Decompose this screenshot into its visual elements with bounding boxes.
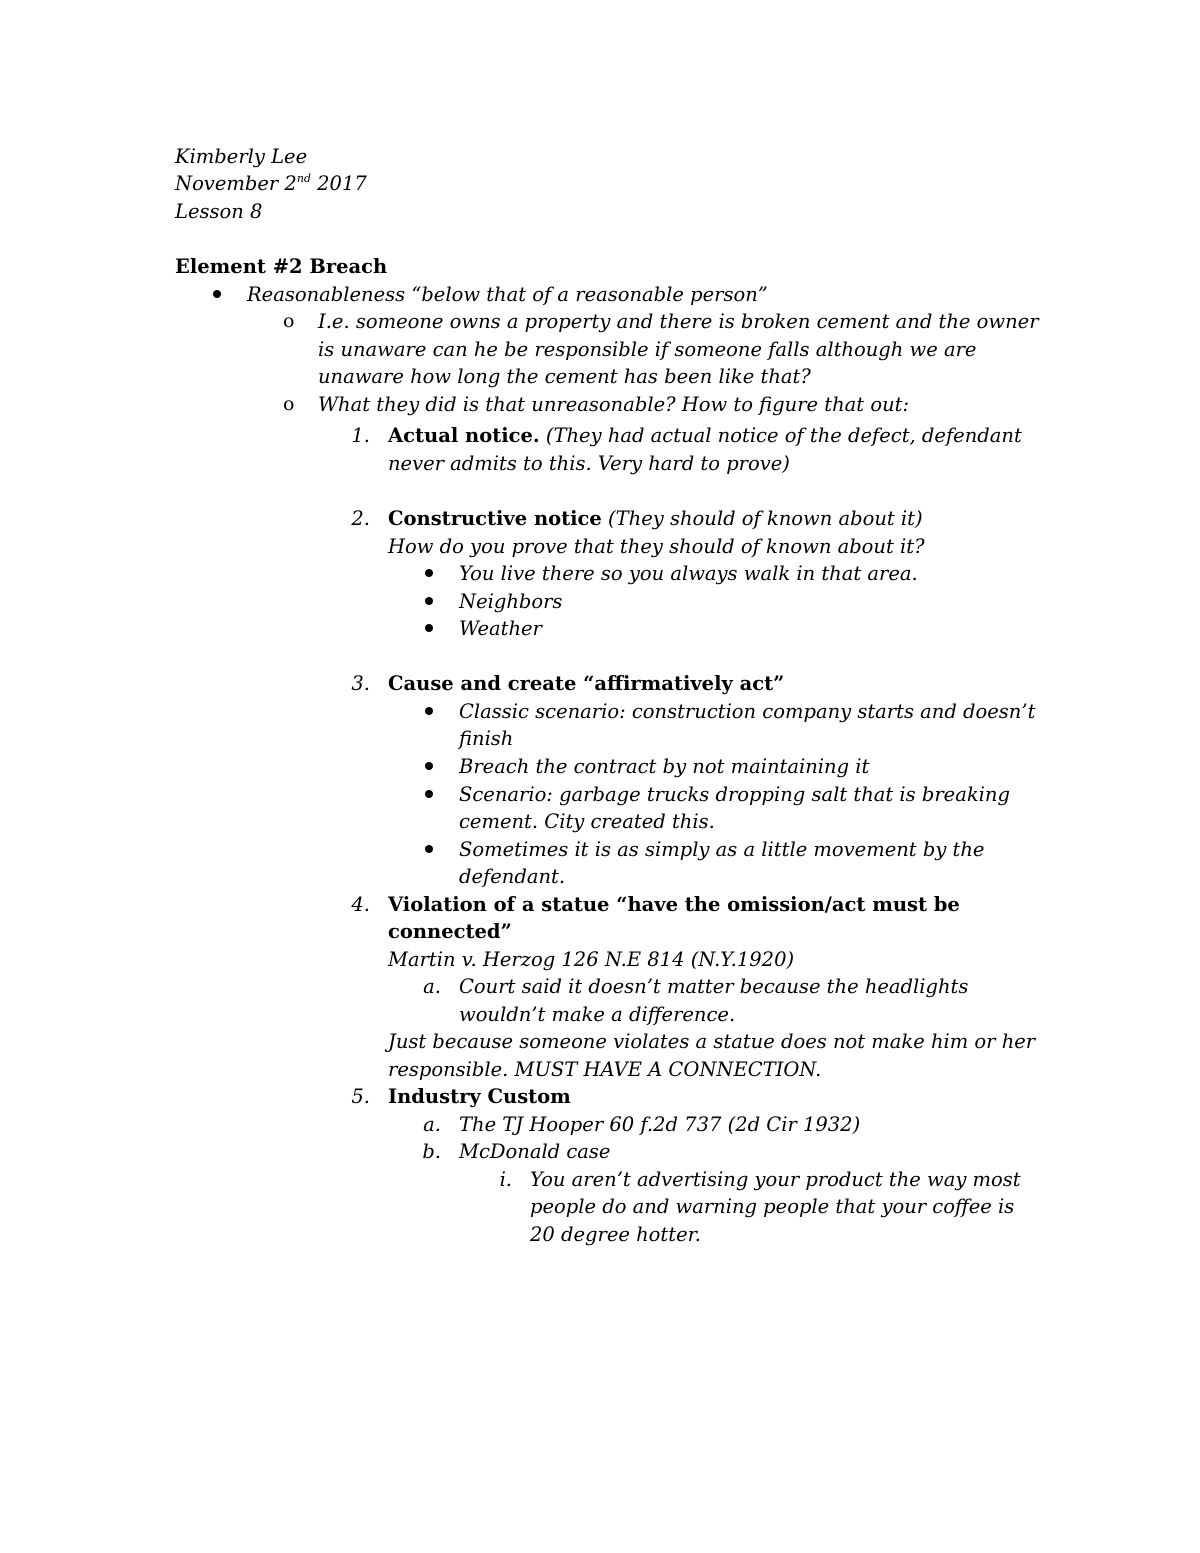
note-line-2: responsible. MUST HAVE A CONNECTION. xyxy=(388,1058,822,1081)
item-2-line-2: How do you prove that they should of known about it? xyxy=(388,535,925,558)
sub-item-b: McDonald case xyxy=(459,1140,611,1163)
ie-line-1: I.e. someone owns a property and there is broken cement and the owner xyxy=(318,310,1039,333)
sub-item-line-1: Court said it doesn’t matter because the headlights xyxy=(459,975,969,998)
circle-bullet-icon: o xyxy=(283,310,295,332)
list-item: Sometimes it is as simply as a little movement by the xyxy=(459,838,985,861)
bullet-dot-icon xyxy=(213,290,221,298)
ie-line-3: unaware how long the cement has been like that? xyxy=(318,365,811,388)
item-3-number: 3. xyxy=(351,672,370,695)
note-line-1: Just because someone violates a statue does not make him or her xyxy=(388,1030,1036,1053)
bullet-dot-icon xyxy=(425,597,433,605)
item-1-line-1: Actual notice. (They had actual notice of the defect, defendant xyxy=(388,424,1022,447)
item-4-title-line-1: Violation of a statue “have the omission/act must be xyxy=(388,893,960,916)
author-name: Kimberly Lee xyxy=(175,145,308,168)
sub-item-a: The TJ Hooper 60 f.2d 737 (2d Cir 1932) xyxy=(459,1113,861,1136)
item-1-line-2: never admits to this. Very hard to prove) xyxy=(388,452,790,475)
item-2-number: 2. xyxy=(351,507,370,530)
list-item: Weather xyxy=(459,617,542,640)
circle-bullet-icon: o xyxy=(283,393,295,415)
bullet-dot-icon xyxy=(425,624,433,632)
sub-item-marker: a. xyxy=(423,975,441,998)
list-item: Scenario: garbage trucks dropping salt that is breaking xyxy=(459,783,1010,806)
sub-sub-item-line-2: people do and warning people that your coffee is xyxy=(530,1195,1015,1218)
item-5-number: 5. xyxy=(351,1085,370,1108)
list-item-continued: finish xyxy=(459,727,514,750)
bullet-dot-icon xyxy=(425,762,433,770)
sub-item-marker: a. xyxy=(423,1113,441,1136)
list-item: Breach the contract by not maintaining it xyxy=(459,755,870,778)
list-item: You live there so you always walk in that area. xyxy=(459,562,918,585)
sub-sub-item-line-3: 20 degree hotter. xyxy=(530,1223,702,1246)
reasonableness-text: Reasonableness “below that of a reasonable person” xyxy=(247,283,768,306)
sub-sub-item-line-1: You aren’t advertising your product the way most xyxy=(530,1168,1021,1191)
sub-item-line-2: wouldn’t make a difference. xyxy=(459,1003,736,1026)
bullet-dot-icon xyxy=(425,707,433,715)
list-item-continued: defendant. xyxy=(459,865,566,888)
case-citation: Martin v. Herzog 126 N.E 814 (N.Y.1920) xyxy=(388,948,795,971)
list-item: Classic scenario: construction company starts and doesn’t xyxy=(459,700,1036,723)
item-1-number: 1. xyxy=(351,424,370,447)
sub-sub-item-marker: i. xyxy=(499,1168,512,1191)
bullet-dot-icon xyxy=(425,845,433,853)
list-item-continued: cement. City created this. xyxy=(459,810,715,833)
date-line: November 2nd 2017 xyxy=(175,172,367,195)
lesson-label: Lesson 8 xyxy=(175,200,263,223)
item-2-line-1: Constructive notice (They should of known about it) xyxy=(388,507,923,530)
item-4-title-line-2: connected” xyxy=(388,920,512,943)
list-item: Neighbors xyxy=(459,590,563,613)
item-5-title: Industry Custom xyxy=(388,1085,571,1108)
what-text: What they did is that unreasonable? How to figure that out: xyxy=(318,393,910,416)
bullet-dot-icon xyxy=(425,569,433,577)
section-heading: Element #2 Breach xyxy=(175,255,388,278)
item-4-number: 4. xyxy=(351,893,370,916)
item-3-title: Cause and create “affirmatively act” xyxy=(388,672,785,695)
bullet-dot-icon xyxy=(425,790,433,798)
ie-line-2: is unaware can he be responsible if someone falls although we are xyxy=(318,338,977,361)
sub-item-marker: b. xyxy=(422,1140,441,1163)
